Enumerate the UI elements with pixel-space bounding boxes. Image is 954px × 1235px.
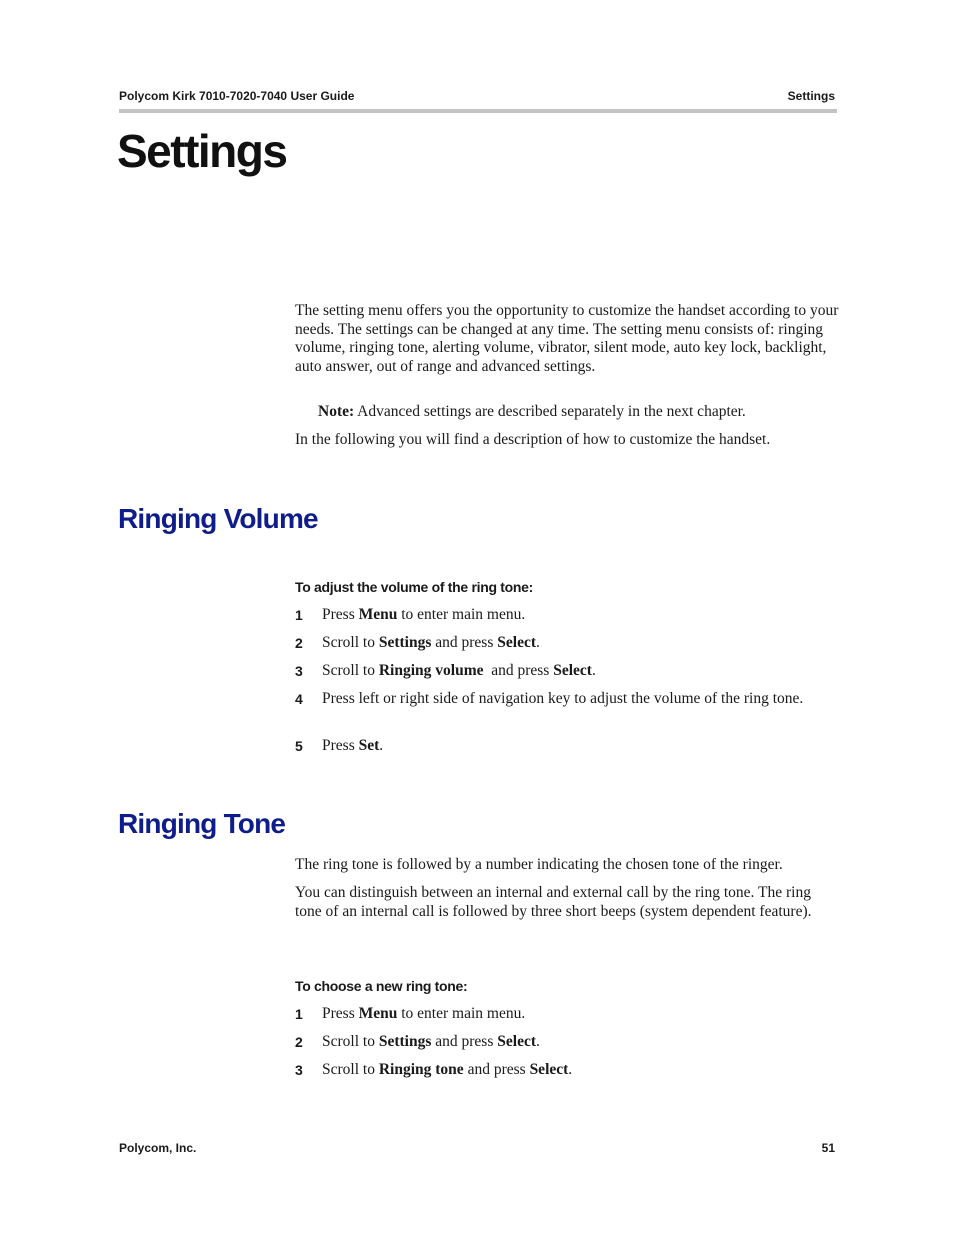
step-text: Scroll to Ringing tone and press Select. [322,1061,573,1078]
following-paragraph: In the following you will find a description of how to customize the handset. [295,431,771,448]
note-paragraph [318,403,838,422]
heading-ringing-tone: Ringing Tone [118,808,286,839]
tone-paragraph-2: You can distinguish between an internal and external call by the ring tone. The ring tone of an internal call is followed by three short beeps (system dependent feature). [295,884,812,920]
step-text: Scroll to Settings and press Select. [322,1033,540,1050]
step-number: 4 [295,691,303,707]
chapter-title: Settings [117,125,287,177]
step-text: Press left or right side of navigation key to adjust the volume of the ring tone. [322,690,804,707]
step-number: 2 [295,635,303,651]
note-text: Advanced settings are described separately in the next chapter. [354,403,746,420]
step-text: Scroll to Ringing volume and press Select. [322,662,596,679]
step-number: 1 [295,1006,303,1022]
procedure-title-tone: To choose a new ring tone: [295,978,468,994]
header-doc-title: Polycom Kirk 7010-7020-7040 User Guide [119,89,355,103]
step-text: Press Set. [322,737,384,754]
header-rule [119,109,837,113]
page-number: 51 [821,1141,835,1155]
step-number: 2 [295,1034,303,1050]
step-text: Press Menu to enter main menu. [322,606,526,623]
step-number: 3 [295,663,303,679]
step-text: Press Menu to enter main menu. [322,1005,526,1022]
step-text: Scroll to Settings and press Select. [322,634,540,651]
note-label: Note: [318,403,355,420]
header-section: Settings [787,89,835,103]
step-number: 3 [295,1062,303,1078]
tone-paragraph-1: The ring tone is followed by a number indicating the chosen tone of the ringer. [295,856,783,873]
step-number: 1 [295,607,303,623]
footer-company: Polycom, Inc. [119,1141,197,1155]
step-number: 5 [295,738,303,754]
intro-paragraph: The setting menu offers you the opportunity to customize the handset according to your needs. The settings can be changed at any time. The setting menu consists of: ringing volume, ringing tone, alerting volume, vibrator, silent mode, auto key lock, backlight, auto answer, out of range and advanced settings. [295,302,839,376]
heading-ringing-volume: Ringing Volume [118,503,318,534]
procedure-title-volume: To adjust the volume of the ring tone: [295,579,534,595]
